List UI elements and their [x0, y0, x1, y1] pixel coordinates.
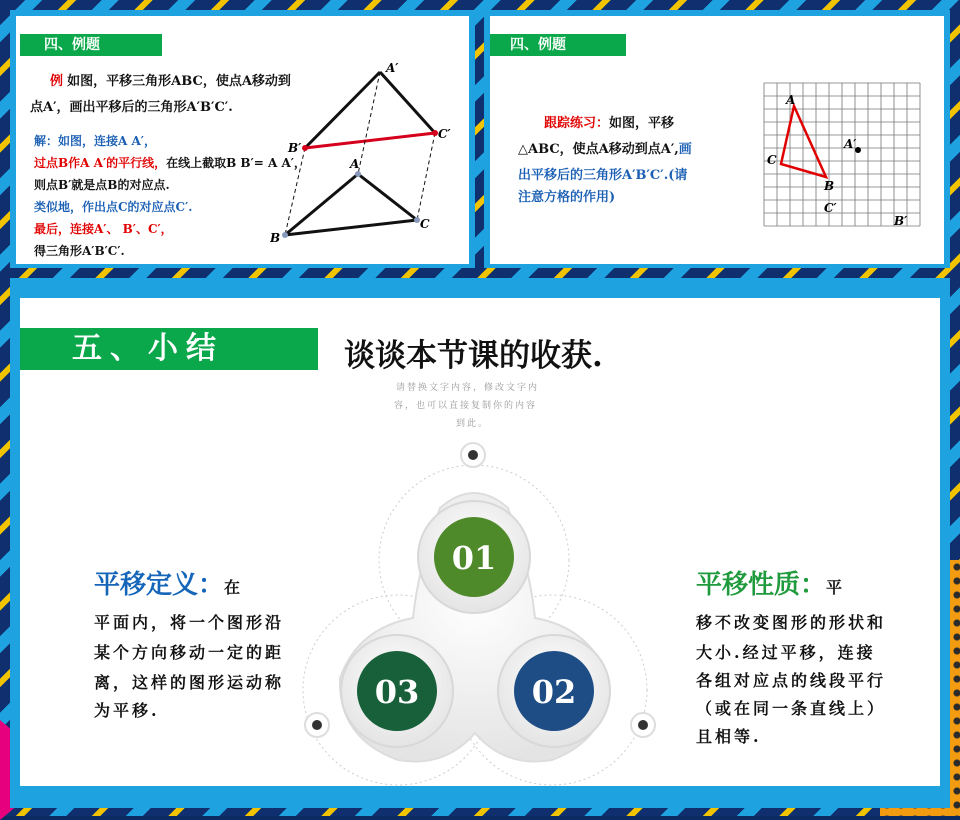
section-heading: 五、小结 [20, 328, 318, 370]
number-02: 02 [531, 673, 577, 711]
number-03: 03 [374, 673, 420, 711]
exercise-line2b: 画 [678, 142, 692, 157]
placeholder-line1: 请替换文字内容，修改文字内 [396, 383, 540, 393]
grid-label-C: C [767, 153, 777, 167]
label-B: B [270, 231, 281, 245]
exercise-line1-text: 如图，平移 [609, 116, 675, 131]
slide-example-2 [484, 10, 950, 268]
solution-line1: 解：如图，连接A A′， [34, 134, 156, 148]
label-C-prime: C′ [438, 127, 451, 141]
grid-label-A: A [786, 93, 796, 107]
question-line2: 点A′，画出平移后的三角形A′B′C′. [30, 100, 233, 115]
right-line5: （或在同一条直线上） [696, 699, 887, 718]
left-paragraph-line1 [94, 564, 243, 601]
solution-line4: 类似地，作出点C的对应点C′. [34, 200, 193, 214]
solution-line2-red: 过点B作A A′的平行线， [34, 156, 167, 170]
question-text [50, 70, 291, 89]
placeholder-line3: 到此。 [456, 419, 490, 429]
left-line5: 为平移. [94, 701, 160, 720]
exercise-lead: 跟踪练习： [544, 116, 610, 131]
spinner-diagram [290, 438, 670, 798]
page-title: 谈谈本节课的收获. [344, 338, 603, 374]
grid-label-C-prime: C′ [824, 201, 837, 215]
grid-label-A-prime: A′ [844, 137, 857, 151]
label-A-prime: A′ [386, 61, 399, 75]
solution-line3: 则点B′就是点B的对应点. [34, 178, 170, 192]
question-lead: 例 [50, 74, 64, 89]
right-heading: 平移性质： [696, 570, 827, 600]
exercise-line4: 注意方格的作用) [518, 190, 616, 205]
solution-line2-black: 在线上截取B B′= A A′， [166, 156, 306, 170]
triangle-ABC [781, 106, 826, 177]
label-C: C [420, 217, 430, 231]
left-line4: 离，这样的图形运动称 [94, 673, 285, 692]
left-line1-tail: 在 [224, 578, 244, 597]
solution-line6: 得三角形A′B′C′. [34, 244, 125, 258]
exercise-line1 [544, 112, 674, 131]
right-line6: 且相等. [696, 727, 762, 746]
exercise-line3: 出平移后的三角形A′B′C′.(请 [518, 168, 688, 183]
number-01: 01 [451, 539, 497, 577]
solution-line5: 最后，连接A′、 B′、C′， [34, 222, 173, 236]
slide-summary [10, 278, 950, 808]
section-heading: 四、例题 [20, 34, 162, 56]
left-line3: 某个方向移动一定的距 [94, 643, 285, 662]
grid-figure [754, 78, 934, 238]
right-line4: 各组对应点的线段平行 [696, 671, 887, 690]
right-line1-tail: 平 [826, 578, 846, 597]
right-line3: 大小.经过平移，连接 [696, 643, 876, 662]
translation-figure [270, 60, 470, 260]
right-line2: 移不改变图形的形状和 [696, 613, 887, 632]
section-heading: 四、例题 [490, 34, 626, 56]
placeholder-line2: 容，也可以直接复制你的内容 [394, 401, 538, 411]
exercise-line2 [518, 138, 692, 157]
right-paragraph-line1 [696, 564, 845, 601]
grid-label-B-prime: B′ [894, 214, 908, 228]
label-B-prime: B′ [288, 141, 302, 155]
left-heading: 平移定义： [94, 570, 225, 600]
exercise-line2a: △ABC，使点A移动到点A′, [518, 142, 679, 157]
solution-line2 [34, 154, 306, 171]
grid-label-B: B [824, 179, 835, 193]
label-A: A [350, 157, 360, 171]
question-line1: 如图，平移三角形ABC，使点A移动到 [67, 74, 291, 89]
left-line2: 平面内，将一个图形沿 [94, 613, 285, 632]
slide-example-1 [10, 10, 475, 268]
